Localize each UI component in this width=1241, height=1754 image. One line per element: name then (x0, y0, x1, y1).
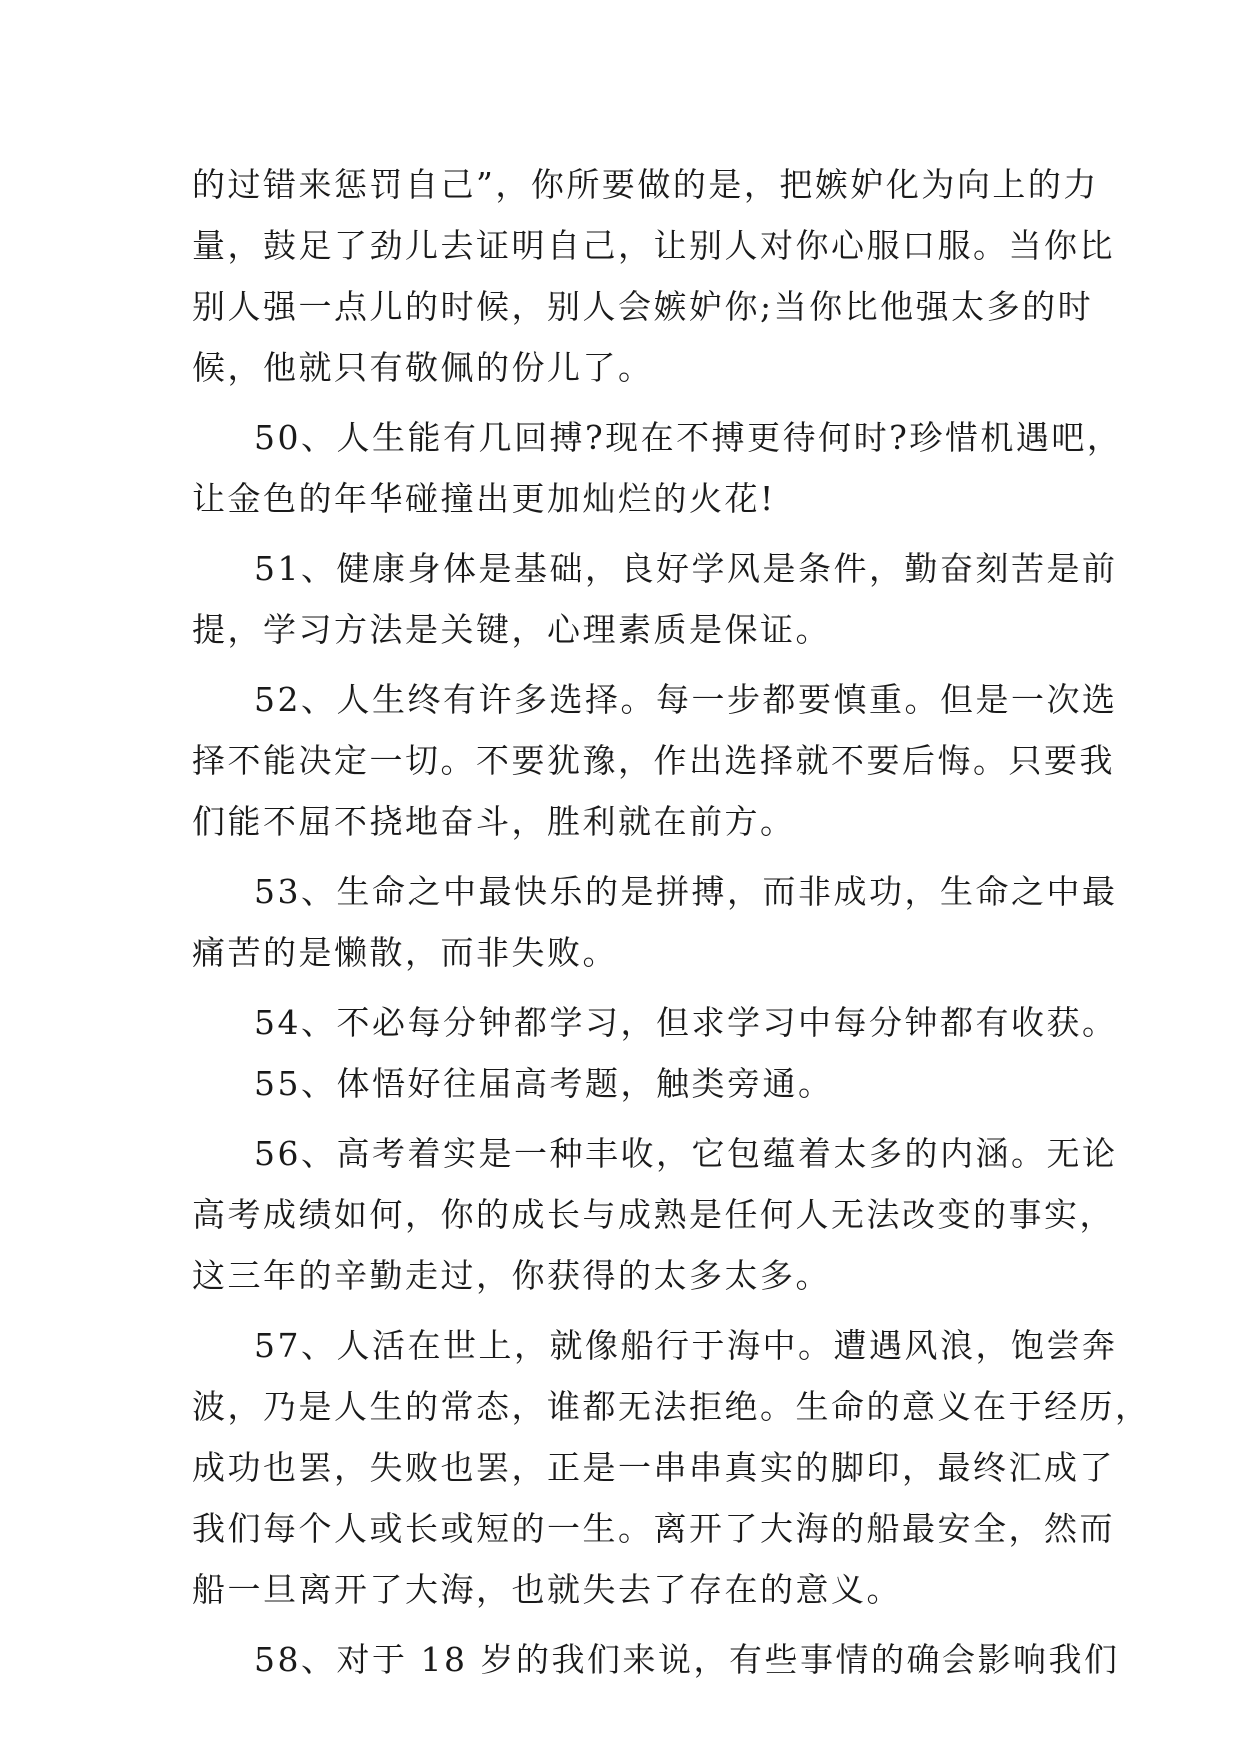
text-line: 56、高考着实是一种丰收，它包蕴着太多的内涵。无论 (254, 1134, 1118, 1173)
text-line: 高考成绩如何，你的成长与成熟是任何人无法改变的事实， (192, 1195, 1115, 1234)
text-line: 量，鼓足了劲儿去证明自己，让别人对你心服口服。当你比 (192, 226, 1115, 265)
text-line: 51、健康身体是基础，良好学风是条件，勤奋刻苦是前 (254, 549, 1118, 588)
text-line: 让金色的年华碰撞出更加灿烂的火花! (192, 479, 776, 518)
text-line: 船一旦离开了大海，也就失去了存在的意义。 (192, 1570, 902, 1609)
text-line: 我们每个人或长或短的一生。离开了大海的船最安全，然而 (192, 1509, 1115, 1548)
text-line: 52、人生终有许多选择。每一步都要慎重。但是一次选 (254, 680, 1118, 719)
text-line: 痛苦的是懒散，而非失败。 (192, 933, 618, 972)
text-line: 别人强一点儿的时候，别人会嫉妒你;当你比他强太多的时 (192, 287, 1094, 326)
text-line: 53、生命之中最快乐的是拼搏，而非成功，生命之中最 (254, 872, 1118, 911)
text-line: 50、人生能有几回搏?现在不搏更待何时?珍惜机遇吧， (254, 418, 1123, 457)
text-line: 成功也罢，失败也罢，正是一串串真实的脚印，最终汇成了 (192, 1448, 1115, 1487)
text-line: 的过错来惩罚自己”，你所要做的是，把嫉妒化为向上的力 (192, 165, 1099, 204)
text-line: 55、体悟好往届高考题，触类旁通。 (254, 1064, 834, 1103)
text-line: 候，他就只有敬佩的份儿了。 (192, 348, 654, 387)
text-line: 择不能决定一切。不要犹豫，作出选择就不要后悔。只要我 (192, 741, 1115, 780)
text-line: 57、人活在世上，就像船行于海中。遭遇风浪，饱尝奔 (254, 1326, 1118, 1365)
text-line: 提，学习方法是关键，心理素质是保证。 (192, 610, 831, 649)
text-line: 58、对于 18 岁的我们来说，有些事情的确会影响我们 (254, 1640, 1120, 1679)
text-line: 们能不屈不挠地奋斗，胜利就在前方。 (192, 802, 796, 841)
text-line: 这三年的辛勤走过，你获得的太多太多。 (192, 1256, 831, 1295)
text-line: 54、不必每分钟都学习，但求学习中每分钟都有收获。 (254, 1003, 1118, 1042)
document-body (192, 154, 1151, 1690)
text-line: 波，乃是人生的常态，谁都无法拒绝。生命的意义在于经历， (192, 1387, 1151, 1426)
